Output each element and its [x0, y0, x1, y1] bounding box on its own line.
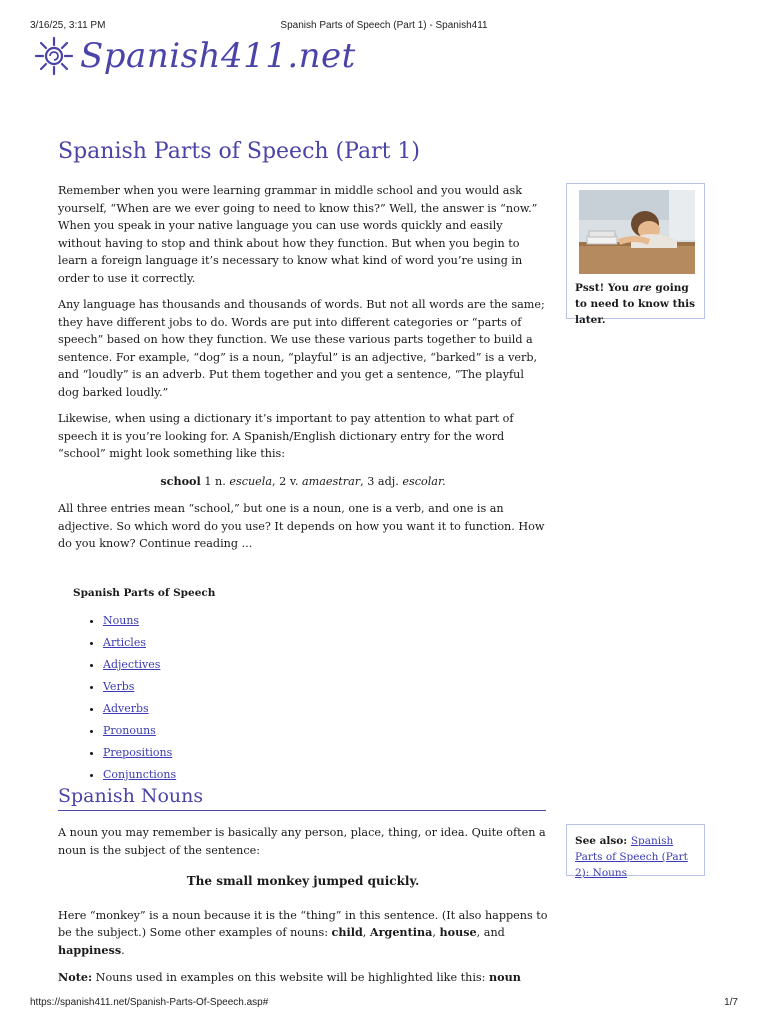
print-footer: [30, 997, 738, 1008]
list-item: [103, 656, 548, 674]
dict-headword: school: [160, 473, 201, 488]
nouns-section-body: [58, 824, 548, 997]
print-page-number: 1/7: [724, 997, 738, 1008]
dict-noun-label: 1 n.: [204, 474, 226, 488]
list-item: [103, 634, 548, 652]
list-item: [103, 700, 548, 718]
see-also-sidebox: [566, 824, 705, 879]
toc-link-verbs[interactable]: Verbs: [103, 680, 135, 693]
words-paragraph: Any language has thousands and thousands of words. But not all words are the same; they have different jobs to do. Words are put into different categories or “parts of speech” based on how they function. We use these various parts together to build a sentence. For example, “dog” is a noun, “playful” is an adjective, “barked” is a verb, and “loudly” is an adverb. Put them together and you get a sentence, “The playful dog barked loudly.”: [58, 298, 545, 399]
section-heading-nouns: Spanish Nouns: [58, 784, 546, 811]
sun-logo-icon: [34, 36, 74, 76]
dict-adj-word: escolar.: [402, 474, 446, 488]
see-also-label: See also:: [575, 835, 631, 847]
psst-text-end: going to need to know this later.: [575, 282, 696, 326]
psst-text: [575, 280, 696, 328]
print-datetime: 3/16/25, 3:11 PM: [30, 20, 106, 31]
noun-example: Argentina: [369, 925, 433, 939]
sleeping-student-image: [579, 190, 695, 274]
list-item: [103, 766, 548, 784]
nouns-note: [58, 969, 548, 987]
note-text: Nouns used in examples on this website will be highlighted like this:: [92, 971, 489, 984]
logo-text: Spanish411.net: [80, 36, 356, 76]
list-item: [103, 678, 548, 696]
toc-link-adjectives[interactable]: Adjectives: [103, 658, 161, 671]
print-page-title: Spanish Parts of Speech (Part 1) - Spanish411: [280, 20, 488, 31]
toc-link-prepositions[interactable]: Prepositions: [103, 746, 173, 759]
psst-sidebox: [566, 183, 705, 326]
toc-link-adverbs[interactable]: Adverbs: [103, 702, 149, 715]
print-url: https://spanish411.net/Spanish-Parts-Of-Speech.asp#: [30, 997, 269, 1008]
dict-verb-label: 2 v.: [279, 474, 299, 488]
noun-example: house: [439, 925, 477, 939]
sleeping-student-illustration: [579, 190, 695, 274]
intro-paragraph: Remember when you were learning grammar in middle school and you would ask yourself, “When are we ever going to need to know this?” Well, the answer is “now.” When you speak in your native language you can use words quickly and easily without having to stop and think about how they function. But when you begin to learn a foreign language it’s necessary to know what kind of word you’re using in order to use it correctly.: [58, 184, 538, 285]
psst-text-start: Psst! You: [575, 282, 633, 294]
see-also-link[interactable]: Spanish Parts of Speech (Part 2): Nouns: [575, 835, 688, 879]
nouns-intro: A noun you may remember is basically any person, place, thing, or idea. Quite often a noun is the subject of the sentence:: [58, 826, 546, 857]
print-header: [30, 20, 738, 31]
table-of-contents: [73, 585, 548, 785]
dictionary-entry: school 1 n. escuela, 2 v. amaestrar, 3 adj. escolar.: [160, 473, 446, 488]
noun-example: child: [331, 925, 363, 939]
psst-text-emphasis: are: [632, 282, 652, 294]
toc-link-nouns[interactable]: Nouns: [103, 614, 140, 627]
site-logo[interactable]: [34, 36, 356, 76]
list-item: [103, 744, 548, 762]
explanation-text: Here “monkey” is a noun because it is the “thing” in this sentence. (It also happens to be the subject.) Some other examples of nouns:: [58, 908, 548, 939]
toc-title: Spanish Parts of Speech: [73, 586, 216, 599]
toc-link-conjunctions[interactable]: Conjunctions: [103, 768, 177, 781]
dict-adj-label: 3 adj.: [367, 474, 399, 488]
list-item: [103, 722, 548, 740]
page-title: Spanish Parts of Speech (Part 1): [58, 139, 421, 164]
nouns-explanation: Here “monkey” is a noun because it is the “thing” in this sentence. (It also happens to be the subject.) Some other examples of nouns: child, Argentina, house, and happiness.: [58, 908, 548, 957]
dict-noun-word: escuela: [229, 474, 273, 488]
note-label: Note:: [58, 970, 93, 984]
dictionary-paragraph: Likewise, when using a dictionary it’s important to pay attention to what part of speech it is you’re looking for. A Spanish/English dictionary entry for the word “school” might look something like this:: [58, 412, 514, 460]
article-body: [58, 138, 548, 788]
toc-link-articles[interactable]: Articles: [103, 636, 146, 649]
dict-verb-word: amaestrar: [301, 474, 361, 488]
note-sample-noun: noun: [488, 970, 521, 984]
example-sentence: The small monkey jumped quickly.: [186, 874, 420, 888]
toc-link-pronouns[interactable]: Pronouns: [103, 724, 156, 737]
noun-example: happiness: [58, 942, 122, 957]
toc-list: [73, 612, 548, 784]
continue-paragraph: All three entries mean “school,” but one is a noun, one is a verb, and one is an adjective. So which word do you use? It depends on how you want it to function. How do you know? Continue reading ...: [58, 502, 545, 550]
list-item: [103, 612, 548, 630]
